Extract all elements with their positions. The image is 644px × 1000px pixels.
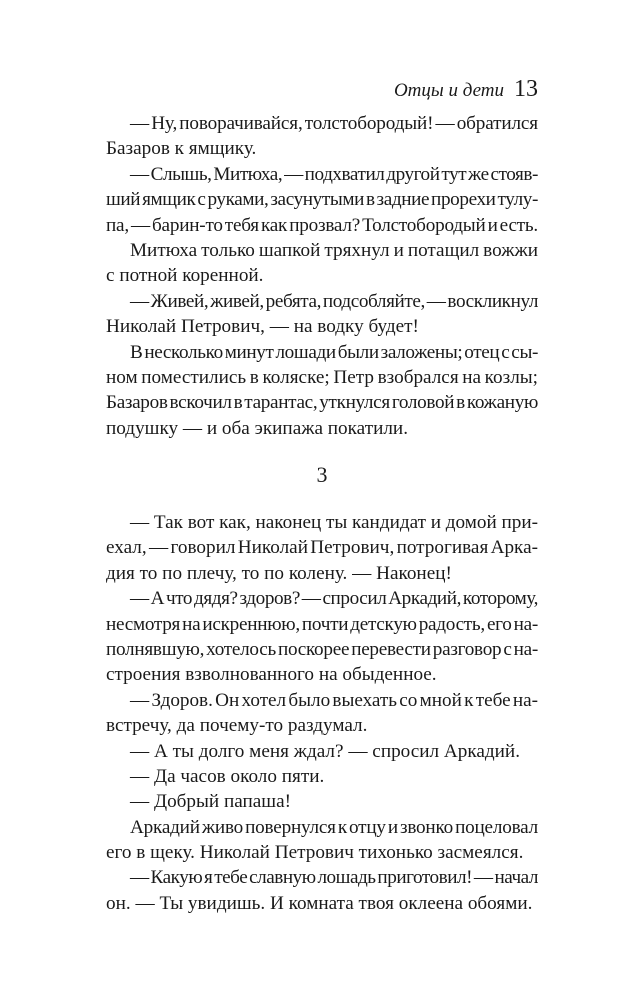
text-line: подушку — и оба экипажа покатили. (106, 417, 408, 439)
text-block-bottom (106, 510, 538, 916)
text-line: ехал, — говорил Николай Петрович, потрогивая Арка- (106, 537, 538, 559)
text-line: ший ямщик с руками, засунутыми в задние прорехи тулу- (106, 189, 538, 211)
text-line: Аркадий живо повернулся к отцу и звонко поцеловал (130, 816, 538, 838)
text-line: — Живей, живей, ребята, подсобляйте, — воскликнул (130, 290, 538, 312)
text-line: — А что дядя? здоров? — спросил Аркадий, которому, (130, 588, 538, 610)
text-line: — Ну, поворачивайся, толстобородый! — обратился (130, 113, 538, 134)
text-line: полнявшую, хотелось поскорее перевести разговор с на- (106, 638, 538, 660)
text-line: Базаров вскочил в тарантас, уткнулся головой в кожаную (106, 392, 538, 414)
text-line: его в щеку. Николай Петрович тихонько засмеялся. (106, 842, 524, 864)
text-line: — Так вот как, наконец ты кандидат и домой при- (130, 512, 538, 533)
running-title: Отцы и дети (393, 80, 504, 101)
text-line: дия то по плечу, то по колену. — Наконец! (106, 562, 452, 584)
text-line: — Добрый папаша! (130, 791, 291, 813)
text-line: — Какую я тебе славную лошадь приготовил! — начал (130, 867, 538, 889)
text-line: — Да часов около пяти. (130, 765, 325, 787)
text-line: — Здоров. Он хотел было выехать со мной к тебе на- (130, 689, 538, 711)
text-line: встречу, да почему-то раздумал. (106, 715, 368, 737)
text-line: В несколько минут лошади были заложены; отец с сы- (130, 341, 538, 363)
text-line: Базаров к ямщику. (106, 138, 257, 160)
text-line: Митюха только шапкой тряхнул и потащил вожжи (130, 239, 538, 261)
text-line: Николай Петрович, — на водку будет! (106, 316, 419, 338)
text-block-top (106, 111, 538, 441)
text-line: — Слышь, Митюха, — подхватил другой тут же стояв- (130, 163, 538, 185)
text-line: несмотря на искреннюю, почти детскую радость, его на- (106, 613, 538, 635)
text-line: па, — барин-то тебя как прозвал? Толстобородый и есть. (106, 214, 538, 236)
text-line: ном поместились в коляске; Петр взобрался на козлы; (106, 366, 538, 388)
text-line: он. — Ты увидишь. И комната твоя оклеена обоями. (106, 892, 533, 914)
text-line: с потной коренной. (106, 265, 264, 287)
text-line: — А ты долго меня ждал? — спросил Аркадий. (130, 740, 520, 762)
chapter-number: 3 (316, 462, 328, 487)
running-head (394, 76, 538, 103)
page-number: 13 (514, 76, 538, 102)
text-line: строения взволнованного на обыденное. (106, 664, 437, 686)
